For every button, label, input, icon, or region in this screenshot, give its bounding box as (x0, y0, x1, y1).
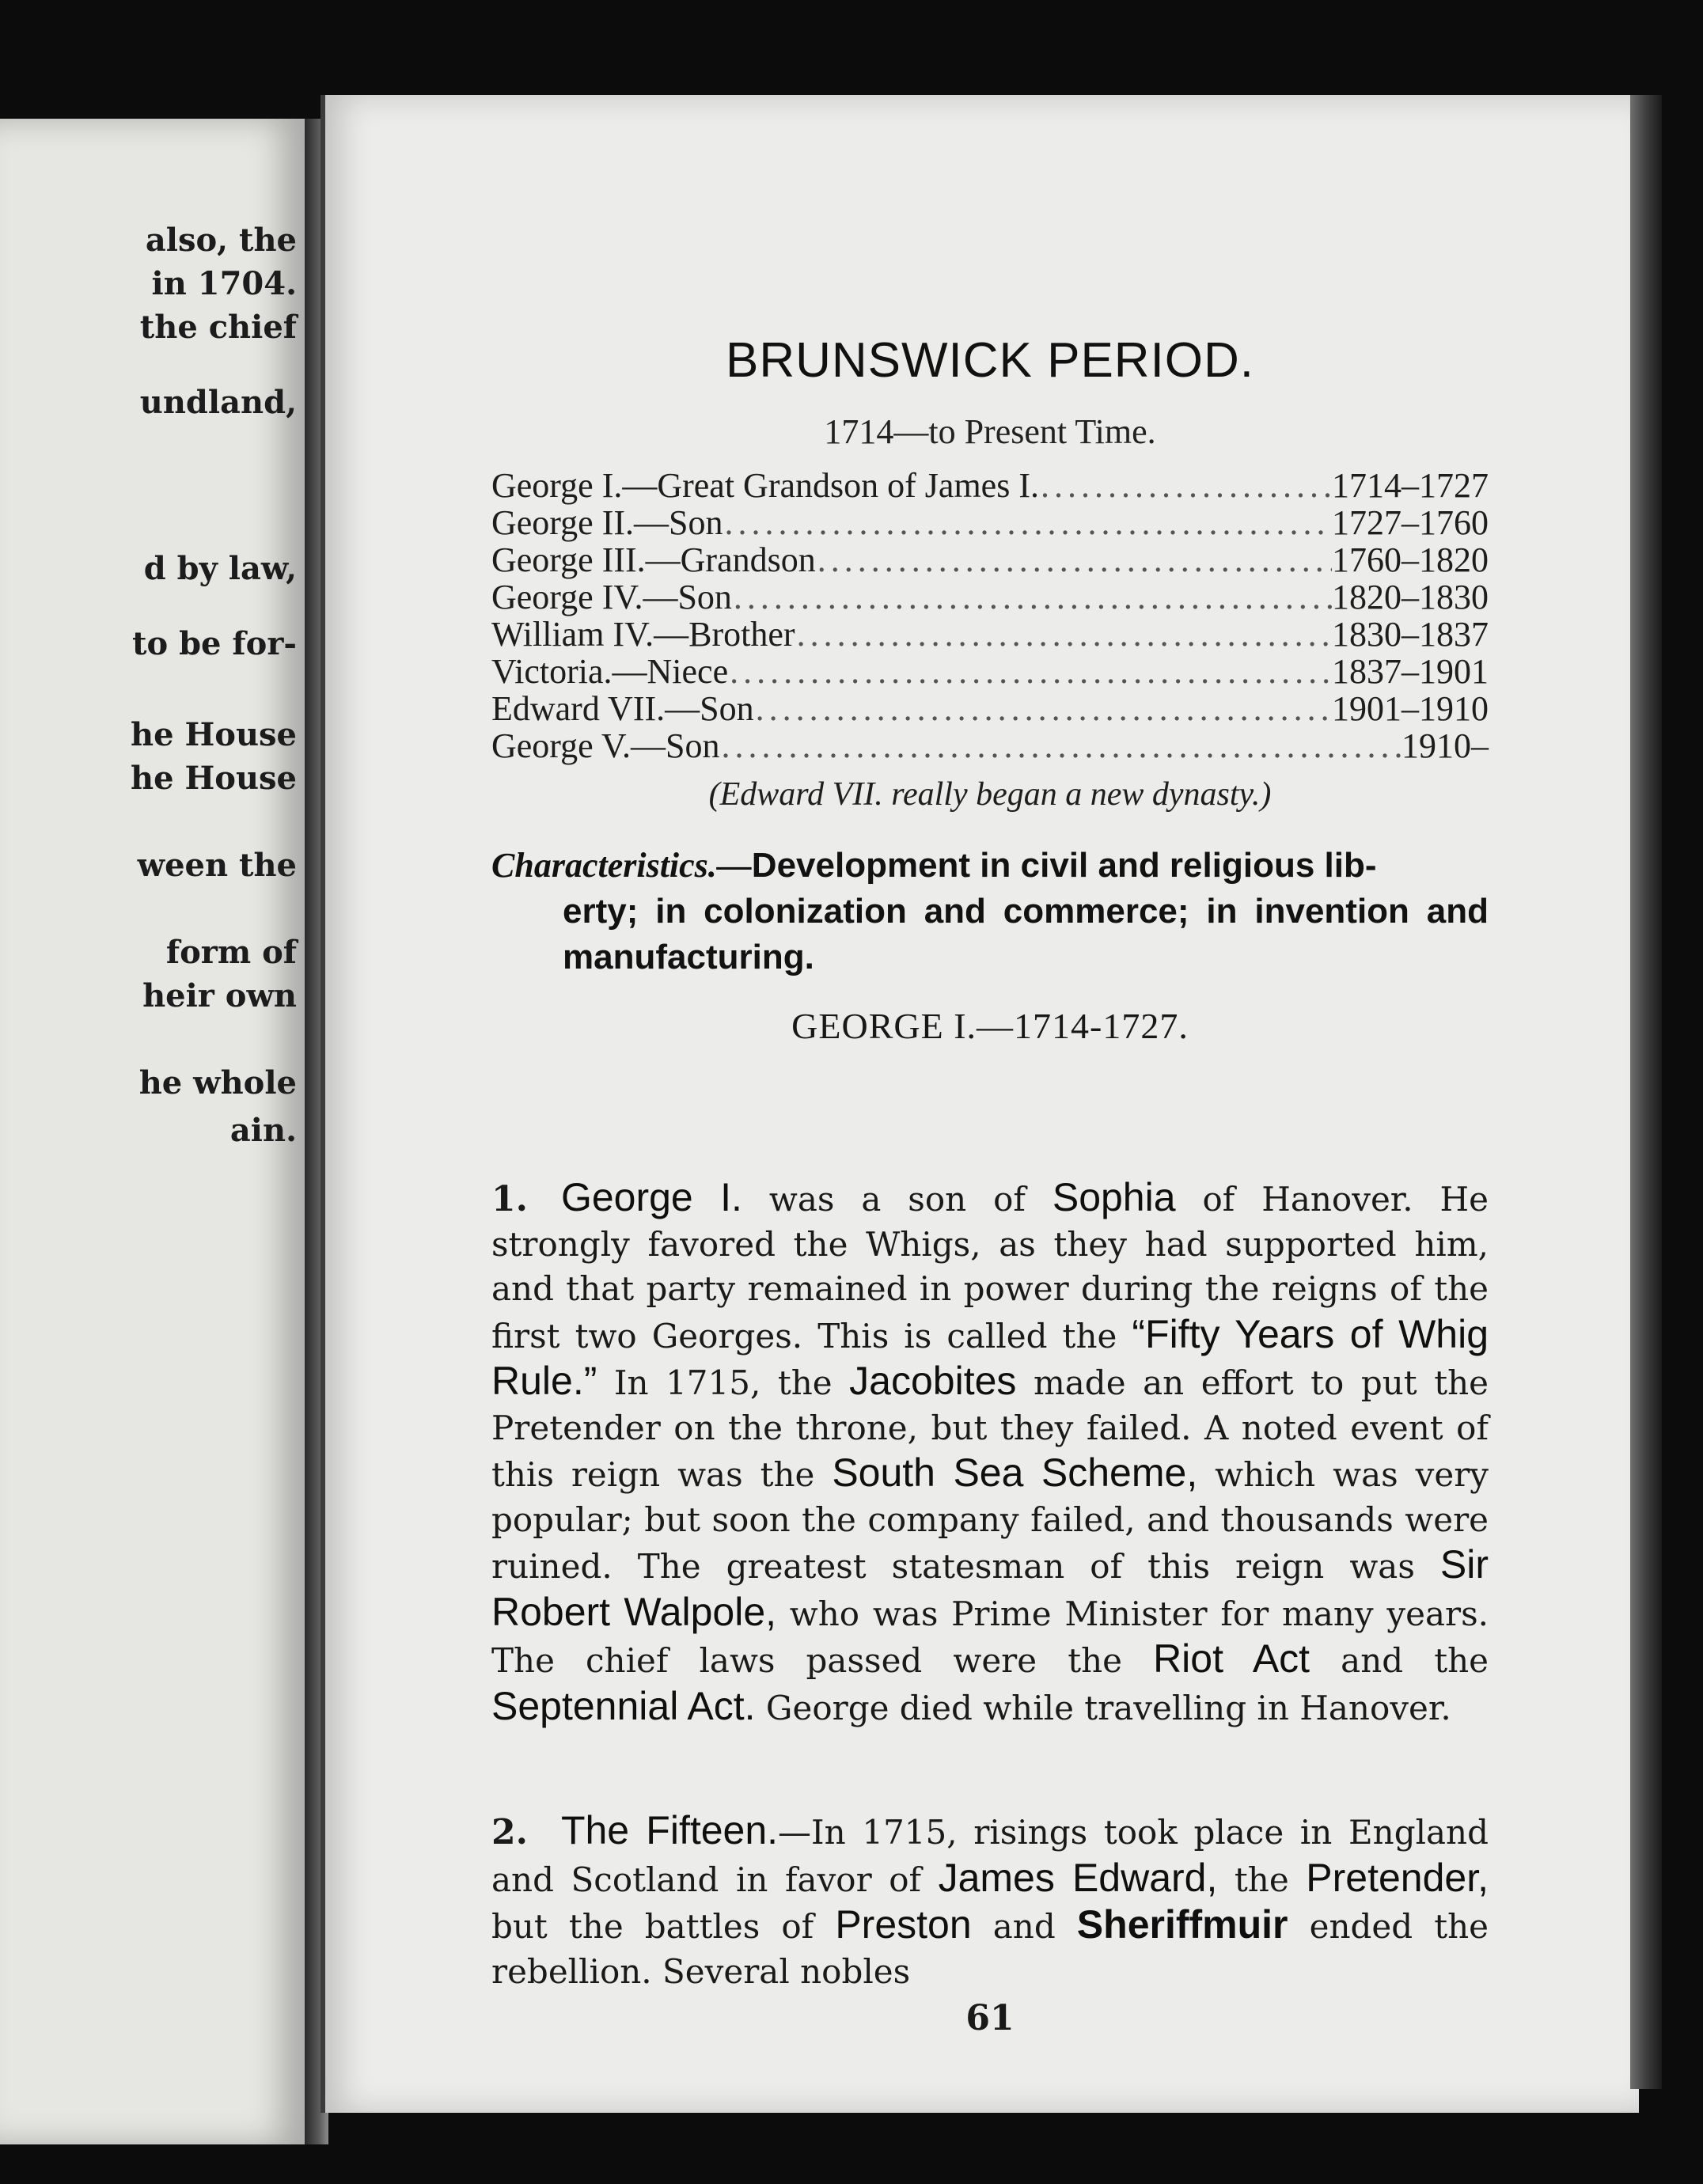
page-edge (1630, 95, 1662, 2089)
reign-name: George III.—Grandson (491, 540, 816, 579)
reign-name: William IV.—Brother (491, 615, 795, 654)
left-page-line: he House (131, 716, 297, 753)
body-text: In 1715, the (597, 1363, 850, 1402)
characteristics-line1: Development in civil and religious lib- (751, 846, 1377, 885)
reign-row (491, 616, 1489, 653)
body-text: the (1217, 1860, 1307, 1899)
body-text: George died while travelling in Hanover. (755, 1688, 1451, 1727)
dot-leader (728, 653, 1332, 690)
left-page-line: d by law, (143, 550, 297, 587)
left-page-line: ain. (229, 1112, 297, 1149)
dot-leader (816, 541, 1332, 578)
reign-row (491, 504, 1489, 541)
reign-row (491, 653, 1489, 690)
emphasized-term: Sophia (1052, 1175, 1176, 1219)
left-page-line: form of (165, 934, 297, 971)
reign-row (491, 541, 1489, 578)
body-text: which was very popular; but soon the company failed, and thousands were ruined. The greatest statesman of this reign was (491, 1455, 1489, 1586)
paragraph-number: 1. (491, 1179, 528, 1219)
body-text: who was Prime Minister for many years. The chief laws passed were the (491, 1594, 1489, 1680)
emphasized-term: South Sea Scheme, (832, 1450, 1198, 1495)
body-text: and the (1310, 1641, 1489, 1680)
reign-row (491, 727, 1489, 764)
reign-years: 1727–1760 (1332, 503, 1489, 542)
reign-name: George I.—Great Grandson of James I. (491, 466, 1039, 505)
paragraph-2 (491, 1808, 1489, 1994)
reign-name: George V.—Son (491, 726, 720, 765)
page-title: BRUNSWICK PERIOD. (725, 333, 1255, 388)
reign-row (491, 690, 1489, 727)
reign-name: George IV.—Son (491, 578, 732, 616)
reign-list (491, 467, 1489, 764)
reign-name: Edward VII.—Son (491, 689, 754, 728)
characteristics-paragraph (491, 843, 1489, 980)
section-heading: GEORGE I.—1714-1727. (791, 1006, 1189, 1046)
left-page-line: to be for- (132, 625, 297, 662)
emphasized-term: “Fifty Years of Whig Rule.” (491, 1311, 1489, 1403)
reign-name: George II.—Son (491, 503, 723, 542)
dot-leader (754, 690, 1332, 727)
left-page-line: also, the (145, 222, 297, 259)
reign-row (491, 578, 1489, 616)
characteristics-rest: erty; in colonization and commerce; in invention and manufacturing. (563, 892, 1489, 976)
emphasized-term: James Edward, (938, 1855, 1218, 1900)
left-page-line: undland, (139, 384, 297, 421)
emphasized-term: Pretender, (1306, 1855, 1489, 1900)
left-facing-page (0, 119, 313, 2144)
left-page-line: ween the (137, 847, 297, 884)
dot-leader (732, 578, 1332, 616)
reign-years: 1910– (1401, 726, 1489, 765)
emphasized-term: The Fifteen. (560, 1808, 779, 1852)
left-page-line: he whole (138, 1064, 297, 1101)
left-page-line: heir own (142, 977, 297, 1014)
left-page-line: the chief (139, 309, 297, 346)
body-text: but the battles of (491, 1907, 836, 1946)
body-text: was a son of (742, 1180, 1053, 1219)
body-text: made an effort to put the Pretender on the throne, but they failed. A noted event of this reign was the (491, 1363, 1489, 1494)
reign-row (491, 467, 1489, 504)
body-text: of Hanover. He strongly favored the Whigs, as they had supported him, and that party remained in power during the reigns of the first two Georges. This is called the (491, 1180, 1489, 1356)
dynasty-note: (Edward VII. really began a new dynasty.) (708, 776, 1272, 813)
reign-years: 1837–1901 (1332, 652, 1489, 691)
reign-years: 1714–1727 (1332, 466, 1489, 505)
page-number: 61 (965, 1998, 1015, 2038)
paragraph-1 (491, 1175, 1489, 1731)
reign-years: 1901–1910 (1332, 689, 1489, 728)
emphasized-term: Sir Robert Walpole, (491, 1542, 1489, 1634)
emphasized-term: Septennial Act. (491, 1683, 756, 1728)
period-subtitle: 1714—to Present Time. (824, 412, 1156, 451)
dot-leader (795, 616, 1332, 653)
emphasized-term: Riot Act (1153, 1636, 1310, 1681)
emphasized-term: Preston (835, 1902, 972, 1947)
reign-name: Victoria.—Niece (491, 652, 729, 691)
emphasized-term: Jacobites (849, 1359, 1017, 1403)
dot-leader (719, 727, 1401, 764)
body-text: and (971, 1907, 1077, 1946)
left-page-line: he House (131, 760, 297, 797)
body-text: ended the rebellion. Several nobles (491, 1907, 1489, 1991)
paragraph-number: 2. (491, 1812, 528, 1852)
reign-years: 1830–1837 (1332, 615, 1489, 654)
reign-years: 1760–1820 (1332, 540, 1489, 579)
left-page-line: in 1704. (151, 265, 297, 302)
emphasized-term: George I. (560, 1175, 742, 1219)
dot-leader (723, 504, 1332, 541)
characteristics-label: Characteristics.— (491, 846, 752, 885)
reign-years: 1820–1830 (1332, 578, 1489, 616)
dot-leader (1039, 467, 1332, 504)
emphasized-term: Sheriffmuir (1076, 1902, 1288, 1947)
right-page (320, 95, 1639, 2113)
body-text: —In 1715, risings took place in England and Scotland in favor of (491, 1813, 1489, 1899)
